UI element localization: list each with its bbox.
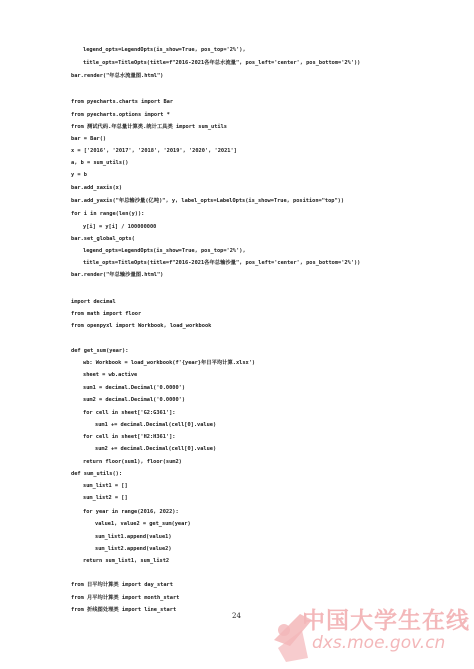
code-line: from 日平均计算类 import day_start — [71, 582, 173, 588]
code-line: from pyecharts.charts import Bar — [71, 99, 174, 105]
code-line: bar.add_xaxis(x) — [71, 185, 123, 191]
code-line: from pyecharts.options import * — [71, 112, 170, 118]
code-line: sheet = wb.active — [83, 372, 138, 378]
code-line: wb: Workbook = load_workbook(f'{year}年日平均计算.xlsx') — [83, 360, 256, 366]
code-line: for year in range(2016, 2022): — [83, 509, 179, 515]
code-line: bar.render("年总水流量图.html") — [71, 73, 164, 79]
code-line: legend_opts=LegendOpts(is_show=True, pos_top='2%'), — [83, 47, 246, 53]
code-line: x = ['2016', '2017', '2018', '2019', '2020', '2021'] — [71, 148, 237, 154]
watermark-title: 中国大学生在线 — [302, 608, 470, 634]
code-line: value1, value2 = get_sum(year) — [95, 521, 191, 527]
code-line: return floor(sum1), floor(sum2) — [83, 459, 182, 465]
code-line: for cell in sheet['H2:H361']: — [83, 434, 176, 440]
code-line: def sum_utils(): — [71, 471, 123, 477]
code-line: bar.add_yaxis("年总输沙量(亿吨)", y, label_opts=LabelOpts(is_show=True, position="top")) — [71, 198, 345, 204]
code-line: bar.set_global_opts( — [71, 236, 135, 242]
code-line: sum1 = decimal.Decimal('0.0000') — [83, 385, 186, 391]
code-line: title_opts=TitleOpts(title=f"2016-2021各年总输沙量", pos_left='center', pos_bottom='2%')) — [83, 260, 361, 266]
code-line: legend_opts=LegendOpts(is_show=True, pos_top='2%'), — [83, 248, 246, 254]
code-line: for cell in sheet['G2:G361']: — [83, 410, 176, 416]
code-line: from math import floor — [71, 311, 142, 317]
code-line: bar.render("年总输沙量图.html") — [71, 272, 164, 278]
code-line: title_opts=TitleOpts(title=f"2016-2021各年总水流量", pos_left='center', pos_bottom='2%')) — [83, 60, 361, 66]
code-line: y = b — [71, 172, 87, 178]
watermark — [272, 600, 472, 666]
code-line: import decimal — [71, 299, 116, 305]
code-line: sum_list1 = [] — [83, 483, 128, 489]
code-line: sum_list1.append(value1) — [95, 534, 172, 540]
page-number: 24 — [232, 612, 241, 620]
code-line: def get_sum(year): — [71, 348, 129, 354]
code-line: sum2 += decimal.Decimal(cell[0].value) — [95, 446, 217, 452]
watermark-url: dxs.moe.gov.cn — [312, 633, 446, 653]
code-line: from 测试代码.年总量计算类.统计工具类 import sum_utils — [71, 124, 227, 130]
code-line: sum_list2.append(value2) — [95, 546, 172, 552]
code-line: sum1 += decimal.Decimal(cell[0].value) — [95, 422, 217, 428]
code-line: y[i] = y[i] / 100000000 — [83, 224, 157, 230]
code-line: from 折线图处理类 import line_start — [71, 607, 177, 613]
code-line: a, b = sum_utils() — [71, 160, 129, 166]
code-line: bar = Bar() — [71, 136, 107, 142]
code-line: sum_list2 = [] — [83, 495, 128, 501]
code-line: for i in range(len(y)): — [71, 211, 145, 217]
code-line: from 月平均计算类 import month_start — [71, 595, 180, 601]
code-line: from openpyxl import Workbook, load_workbook — [71, 323, 212, 329]
code-line: return sum_list1, sum_list2 — [83, 558, 170, 564]
code-line: sum2 = decimal.Decimal('0.0000') — [83, 397, 186, 403]
